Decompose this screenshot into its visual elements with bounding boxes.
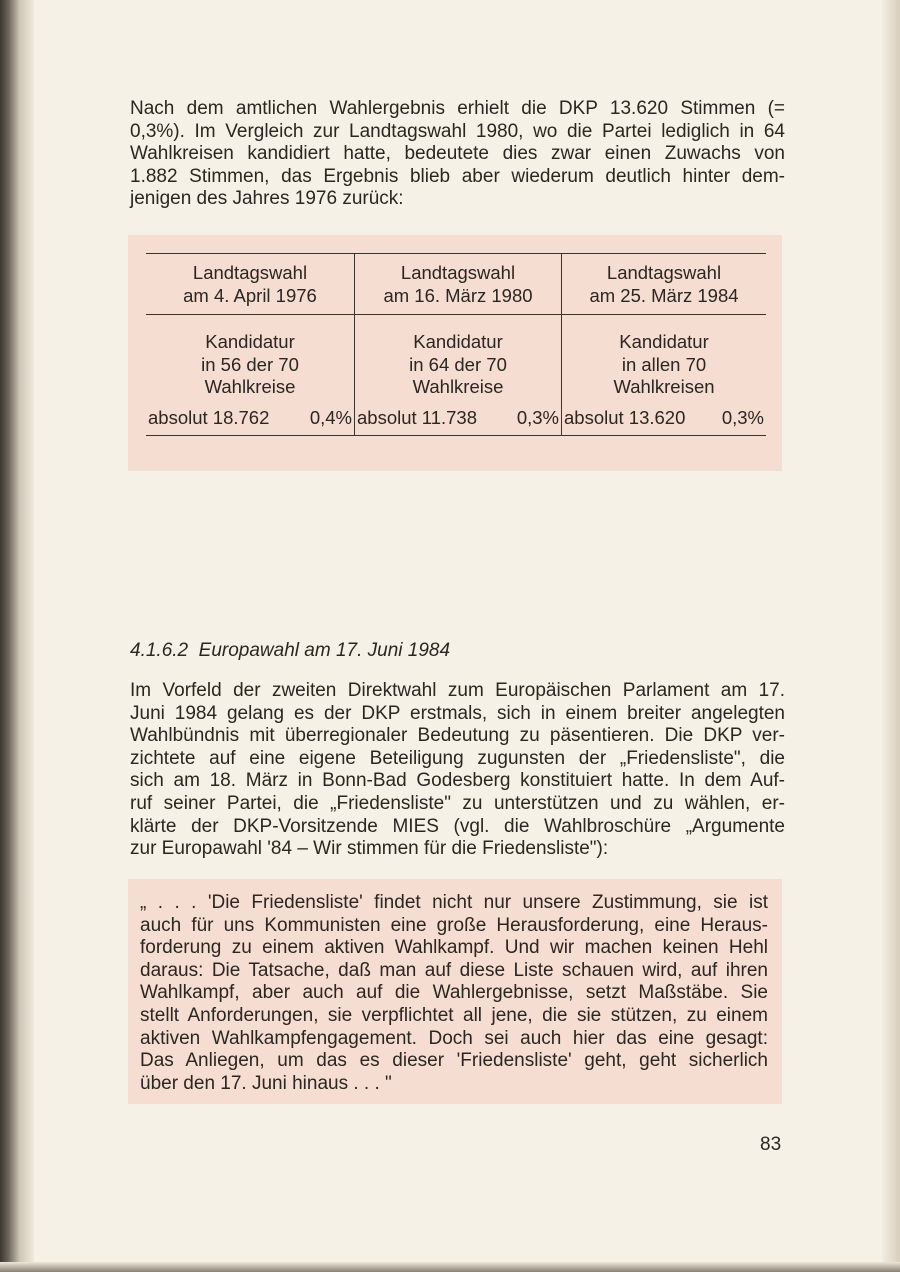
text-line: 0,3%). Im Vergleich zur Landtagswahl 1980, wo die Partei lediglich in 64 [130,120,785,142]
results-table-box [128,235,782,471]
header-line: Landtagswahl [400,262,516,283]
cell-line: Kandidatur [205,331,295,352]
header-line: Landtagswahl [192,262,308,283]
text-line: Nach dem amtlichen Wahlergebnis erhielt die DKP 13.620 Stimmen (= [130,98,785,119]
result-cell [146,399,355,436]
text-line: zur Europawahl '84 – Wir stimmen für die Friedensliste"): [130,838,609,860]
intro-paragraph [130,98,785,211]
header-line: Landtagswahl [606,262,722,283]
cell-line: Wahlkreise [412,376,504,397]
cell-line: in 56 der 70 [201,353,299,375]
candidacy-cell [562,315,767,399]
europawahl-paragraph [130,680,785,861]
result-cell [562,399,767,436]
vote-percent: 0,3% [516,406,559,428]
text-line: Das Anliegen, um das es dieser 'Friedensliste' geht, geht sicherlich [140,1050,768,1072]
text-line: daraus: Die Tatsache, daß man auf diese Liste schauen wird, auf ihren [140,959,768,981]
section-heading: 4.1.6.2 Europawahl am 17. Juni 1984 [130,640,451,661]
cell-line: Kandidatur [413,331,503,352]
book-binding-edge [0,0,34,1272]
quotation [140,892,768,1095]
cell-line: Wahlkreisen [613,376,715,397]
page-bottom-edge [0,1262,900,1272]
text-line: Juni 1984 gelang es der DKP erstmals, sich in einem breiter angelegten [130,702,785,724]
vote-percent: 0,3% [721,406,764,428]
text-line: Wahlkreisen kandidiert hatte, bedeutete dies zwar einen Zuwachs von [130,143,785,165]
text-line: Wahlbündnis mit überregionaler Bedeutung zu päsentieren. Die DKP ver- [130,725,785,747]
text-line: sich am 18. März in Bonn-Bad Godesberg konstituiert hatte. In dem Auf- [130,770,785,792]
page-number: 83 [760,1134,782,1155]
absolute-votes: absolut 18.762 [148,406,270,428]
column-header [355,254,562,315]
header-line: am 25. März 1984 [589,284,739,306]
cell-line: in allen 70 [621,353,707,375]
page-edge [882,0,900,1272]
header-line: am 16. März 1980 [383,284,533,306]
text-line: zichtete auf eine eigene Beteiligung zugunsten der „Friedensliste", die [130,747,785,769]
text-line: 1.882 Stimmen, das Ergebnis blieb aber wiederum deutlich hinter dem- [130,165,785,187]
election-results-table [146,253,766,436]
quote-box [128,879,782,1104]
cell-line: Wahlkreise [204,376,296,397]
text-line: stellt Anforderungen, sie verpflichtet all jene, die sie stützen, zu einem [140,1004,768,1026]
cell-line: in 64 der 70 [409,353,507,375]
absolute-votes: absolut 11.738 [357,406,478,428]
column-header [146,254,355,315]
vote-percent: 0,4% [309,406,352,428]
text-line: ruf seiner Partei, die „Friedensliste" zu unterstützen und zu wählen, er- [130,792,785,814]
candidacy-cell [146,315,355,399]
text-line: aktiven Wahlkampfengagement. Doch sei auch hier das eine gesagt: [140,1027,768,1049]
result-cell [355,399,562,436]
column-header [562,254,767,315]
text-line: klärte der DKP-Vorsitzende MIES (vgl. die Wahlbroschüre „Argumente [130,815,785,837]
candidacy-cell [355,315,562,399]
text-line: Im Vorfeld der zweiten Direktwahl zum Europäischen Parlament am 17. [130,680,785,701]
text-line: jenigen des Jahres 1976 zurück: [130,188,404,210]
header-line: am 4. April 1976 [183,284,317,306]
text-line: „ . . . 'Die Friedensliste' findet nicht nur unsere Zustimmung, sie ist [140,892,768,913]
text-line: auch für uns Kommunisten eine große Herausforderung, eine Heraus- [140,914,768,936]
absolute-votes: absolut 13.620 [564,406,686,428]
text-line: über den 17. Juni hinaus . . . " [140,1072,392,1094]
text-line: forderung zu einem aktiven Wahlkampf. Und wir machen keinen Hehl [140,937,768,959]
text-line: Wahlkampf, aber auch auf die Wahlergebnisse, setzt Maßstäbe. Sie [140,982,768,1004]
cell-line: Kandidatur [619,331,709,352]
